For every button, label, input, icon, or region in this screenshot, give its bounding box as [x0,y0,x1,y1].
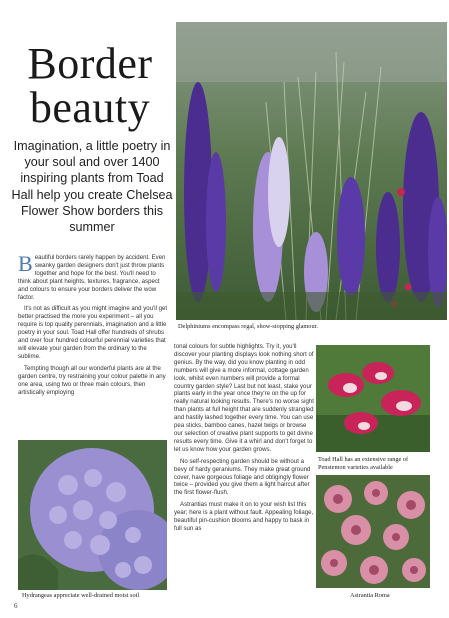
hydrangea-caption: Hydrangeas appreciate well-drained moist soil [22,592,140,599]
delphinium-caption: Delphiniums encompass regal, show-stopping glamour. [178,323,318,330]
penstemon-image [316,345,430,452]
hydrangea-image [18,440,167,590]
body-column-1 [18,251,168,400]
article-title [0,39,180,132]
hydrangea-photo [18,440,167,590]
title-line-2: beauty [29,83,151,132]
standfirst: Imagination, a little poetry in your soul and over 1400 inspiring plants from Toad Hall help you create Chelsea Flower Show borders this summer [11,139,173,235]
drop-cap: B [18,251,33,276]
astrantia-photo [316,475,430,588]
astrantia-image [316,475,430,588]
delphinium-photo [176,22,447,320]
col2-paragraph-2: No self-respecting garden should be without a bevy of hardy geraniums. They make great ground cover, have gorgeous foliage and obligingly flower twice – provided you give them a light haircut after the first flower-flush. [174,457,311,497]
col1-paragraph-1: eautiful borders rarely happen by accident. Even swanky garden designers don't just throw plants together and hope for the best. You'll need to think about plant heights, textures, fragrance, aspect and colours to ensure your borders deliver the wow factor. [18,254,166,301]
page-number: 6 [14,602,18,610]
delphinium-image [176,22,447,320]
penstemon-caption: Toad Hall has an extensive range of Penstemon varieties available [318,456,409,471]
title-line-1: Border [27,39,153,88]
col1-paragraph-2: It's not as difficult as you might imagine and you'll get better practised the more you experiment – all you require is top quality perennials, imagination and a little poetry in your soul. Toad Hall offer hundreds of shrubs and over four hundred colourful perennial varieties that will elevate your garden from the ordinary to the sublime. [18,305,168,360]
col2-paragraph-1: tonal colours for subtle highlights. Try it, you'll discover your planting displays look nothing short of genius. By the way, did you know planting in odd numbers will give a more informal, cottage garden look, whilst even numbers will provide a formal country garden style? Last but not least, stake your plants early in the year once they're on the up for really natural looking results. There's no worse sight than plants at full height that are suddenly strangled and hastily lashed together every time. You can use pea sticks, bamboo canes, hazel twigs or browse our selection of creative plant supports to get divine results every time. Give it a whirl and don't forget to let us know how your garden grows. [174,343,314,453]
body-column-2 [174,343,314,537]
astrantia-caption: Astrantia Roma [350,592,390,599]
col1-paragraph-3: Tempting though all our wonderful plants are at the garden centre, try restraining your colour palette in any one area, using two or three main colours, then artistically employing [18,364,166,396]
col2-paragraph-3: Astrantias must make it on to your wish list this year; here is a plant without fault. Appealing foliage, beautiful pin-cushion blooms and happy to bask in full sun as [174,501,314,532]
penstemon-photo [316,345,430,452]
